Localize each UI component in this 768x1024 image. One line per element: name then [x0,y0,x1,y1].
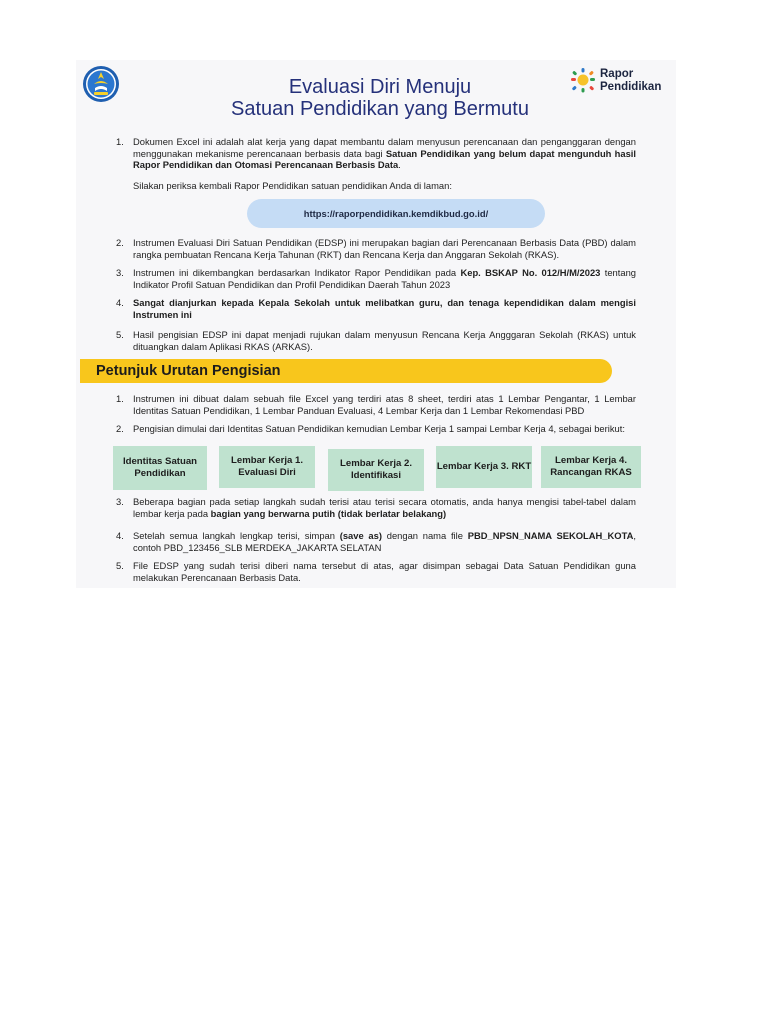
intro-item-4-text [133,297,636,320]
step-item-5-number: 5. [116,560,124,571]
flow-step-lk4: Lembar Kerja 4. Rancangan RKAS [541,446,641,488]
step-item-3-text-bold: bagian yang berwarna putih (tidak berlatar belakang) [210,507,447,519]
rapor-pendidikan-logo [568,66,673,100]
flow-step-lk3: Lembar Kerja 3. RKT [436,446,532,488]
step-item-1-number: 1. [116,393,124,404]
intro-item-3-number: 3. [116,267,124,278]
intro-item-4-number: 4. [116,297,124,308]
tut-wuri-handayani-logo [82,65,120,103]
brand-line-2: Pendidikan [600,81,662,93]
intro-item-3-text-bold: Kep. BSKAP No. 012/H/M/2023 [460,267,601,278]
rapor-pendidikan-sun-icon [568,68,598,98]
check-rapor-text: Silakan periksa kembali Rapor Pendidikan satuan pendidikan Anda di laman: [133,180,452,191]
step-item-2-text: Pengisian dimulai dari Identitas Satuan Pendidikan kemudian Lembar Kerja 1 sampai Lembar Kerja 4, sebagai berikut: [133,423,625,434]
intro-item-5-text: Hasil pengisian EDSP ini dapat menjadi rujukan dalam menyusun Rencana Kerja Angggaran Sekolah (RKAS) untuk dituangkan dalam Aplikasi RKAS (ARKAS). [133,329,636,352]
flow-step-lk1: Lembar Kerja 1. Evaluasi Diri [219,446,315,488]
section-header-bar [80,359,612,383]
step-item-1-text: Instrumen ini dibuat dalam sebuah file Excel yang terdiri atas 8 sheet, terdiri atas 1 Lembar Pengantar, 1 Lembar Identitas Satuan Pendidikan, 1 Lembar Panduan Evaluasi, 4 Lembar Kerja dan 1 Lembar Rekomendasi PBD [133,393,636,416]
intro-item-2-number: 2. [116,237,124,248]
title-line-1: Evaluasi Diri Menuju [288,76,472,98]
step-item-3-number: 3. [116,496,124,507]
intro-item-1-text-a: Dokumen Excel ini adalah alat kerja yang dapat membantu dalam menyusun perencanaan dan penganggaran dengan menggunakan mekanisme perencanaan berbasis data bagi [133,136,636,159]
page-title [200,76,560,120]
step-item-4-text [133,530,636,553]
step-item-3-text [133,496,636,519]
intro-item-1-number: 1. [116,136,124,147]
section-title: Petunjuk Urutan Pengisian [96,363,281,379]
intro-item-1-text-bold: Satuan Pendidikan yang belum dapat mengunduh hasil Rapor Pendidikan dan Otomasi Perencanaan Berbasis Data [133,147,637,170]
flow-step-lk2: Lembar Kerja 2. Identifikasi [328,449,424,491]
brand-line-1: Rapor [600,68,634,80]
flow-step-identitas: Identitas Satuan Pendidikan [113,446,207,490]
intro-item-4-text-bold: Sangat dianjurkan kepada Kepala Sekolah untuk melibatkan guru, dan tenaga kependidikan dalam mengisi Instrumen ini [133,297,636,320]
title-line-2: Satuan Pendidikan yang Bermutu [231,98,529,120]
intro-item-3-text [133,267,636,290]
intro-item-3-text-c: tentang Indikator Profil Satuan Pendidikan dan Profil Pendidikan Daerah Tahun 2023 [133,267,636,290]
step-item-4-text-a: Setelah semua langkah lengkap terisi, simpan [133,530,340,541]
intro-item-3-text-a: Instrumen ini dikembangkan berdasarkan Indikator Rapor Pendidikan pada [133,267,461,278]
rapor-url-link[interactable]: https://raporpendidikan.kemdikbud.go.id/ [247,199,545,228]
step-item-5-text: File EDSP yang sudah terisi diberi nama tersebut di atas, agar disimpan sebagai Data Satuan Pendidikan guna melakukan Perencanaan Berbasis Data. [133,560,636,583]
step-item-4-text-bold-filename: PBD_NPSN_NAMA SEKOLAH_KOTA [467,530,634,541]
step-item-2-number: 2. [116,423,124,434]
intro-item-1-text [133,136,636,171]
step-item-4-number: 4. [116,530,124,541]
intro-item-5-number: 5. [116,329,124,340]
step-item-4-text-e: , contoh PBD_123456_SLB MERDEKA_JAKARTA SELATAN [133,530,636,553]
intro-item-2-text: Instrumen Evaluasi Diri Satuan Pendidikan (EDSP) ini merupakan bagian dari Perencanaan Berbasis Data (PBD) dalam rangka pembuatan Rencana Kerja Tahunan (RKT) dan Rencana Kerja dan Anggaran Sekolah (RKAS). [133,237,636,260]
step-item-3-text-a: Beberapa bagian pada setiap langkah sudah terisi atau terisi secara otomatis, anda hanya mengisi tabel-tabel dalam lembar kerja pada [133,496,636,519]
intro-item-1-text-c: . [398,159,401,170]
step-item-4-text-bold-saveas: (save as) [339,530,382,541]
step-item-4-text-c: dengan nama file [381,530,468,541]
